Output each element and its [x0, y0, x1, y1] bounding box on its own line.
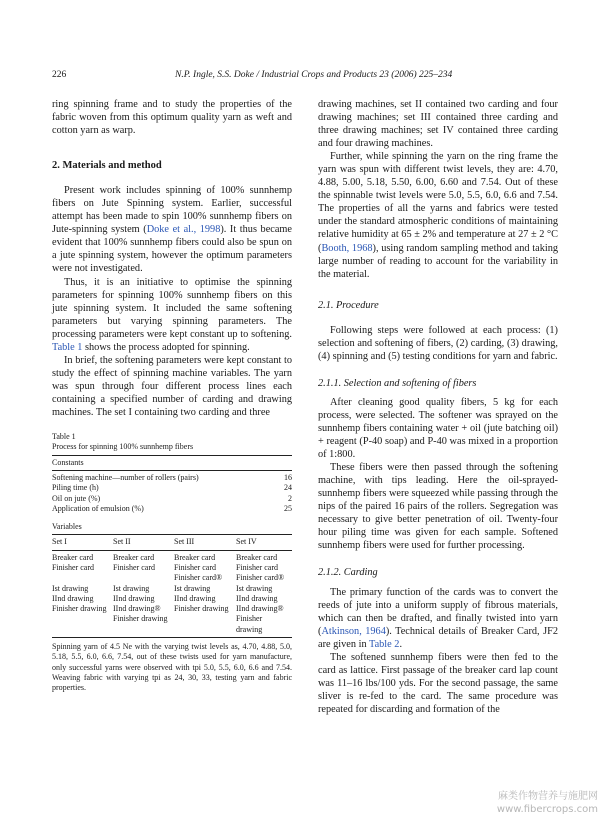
constant-row: Oil on jute (%) 2 — [52, 493, 292, 503]
table-label: Table 1 — [52, 432, 76, 442]
set-rows: Breaker card Breaker card Breaker card Breaker card Finisher card Finisher card Finisher card Finisher card Finisher card® Finisher card® Ist drawing Ist drawing Ist drawing Ist drawing IInd drawing IInd drawing IInd drawing IInd drawing Finisher drawing IInd drawing® Finisher drawing IInd drawing® Finisher drawing Finisher drawing — [52, 552, 285, 634]
paragraph-softening: These fibers were then passed through the softening machine, with tips leading. Here the oil-sprayed-sunnhemp fibers were squeezed while passing through the nips of the paired 16 pairs of the rollers. Segregation was necessary to give better penetration of oil. Twenty-four hour piling time was given for each sample. Softened sunnhemp fibers were used for further processing. — [318, 462, 558, 552]
paragraph-carding: The primary function of the cards was to convert the reeds of jute into a uniform supply of fibrous materials, which can then be drafted, and finally twisted into yarn (Atkinson, 1964). Technical details of Breaker Card, JF2 are given in Table 2. — [318, 586, 558, 650]
subsubsection-heading: 2.1.2. Carding — [318, 567, 378, 579]
intro-paragraph: ring spinning frame and to study the properties of the fabric woven from this optimum quality yarn as weft and cotton yarn as warp. — [52, 99, 292, 137]
constant-row: Application of emulsion (%) 25 — [52, 503, 292, 513]
paragraph-selection: After cleaning good quality fibers, 5 kg for each process, were selected. The softener was sprayed on the sunnhemp fibers containing water + oil (jute batching oil) + reagent (P-40 soap) and P-40 was mixed in a proportion of 1:800. — [318, 396, 558, 461]
table-rule — [52, 534, 292, 535]
subsection-heading: 2.1. Procedure — [318, 299, 379, 311]
table-link[interactable]: Table 2 — [369, 638, 400, 650]
set-header-row: Set I Set II Set III Set IV — [52, 537, 257, 547]
paragraph-2: Thus, it is an initiative to optimise the spinning parameters for spinning 100% sunnhemp fibers on this jute spinning system. It included the same softening parameters but varying spinning parameters. The processing parameters were kept constant up to softening. Table 1 shows the process adopted for spinning. — [52, 276, 292, 353]
left-column — [52, 98, 292, 694]
constants-heading: Constants — [52, 457, 84, 467]
constant-row: Softening machine—number of rollers (pairs) 16 — [52, 472, 292, 482]
citation-link[interactable]: Booth, 1968 — [321, 242, 373, 254]
constant-row: Piling time (h) 24 — [52, 483, 292, 493]
paragraph-twist: Further, while spinning the yarn on the ring frame the yarn was spun with different twist levels, they are: 4.70, 4.88, 5.00, 5.18, 5.50, 6.00, 6.60 and 7.54. Out of these the spinnable twist levels were 5.0, 5.5, 6.0, 6.6 and 7.54. The properties of all the yarns and fabrics were tested under the standard atmospheric conditions of maintaining relative humidity at 65 ± 2% and temperature at 27 ± 2 °C (Booth, 1968), using random sampling method and taking large number of reading to account for the variability in the material. — [318, 151, 558, 280]
right-column — [318, 98, 558, 716]
table-rule — [52, 470, 292, 471]
variables-heading: Variables — [52, 522, 82, 532]
running-head: N.P. Ingle, S.S. Doke / Industrial Crops and Products 23 (2006) 225–234 — [175, 70, 453, 80]
citation-link[interactable]: Doke et al., 1998 — [146, 224, 221, 236]
subsubsection-heading: 2.1.1. Selection and softening of fibers — [318, 377, 477, 389]
table-rule — [52, 550, 292, 551]
citation-link[interactable]: Atkinson, 1964 — [321, 625, 386, 637]
paragraph-procedure: Following steps were followed at each process: (1) selection and softening of fibers, (2) carding, (3) drawing, (4) spinning and (5) testing conditions for yarn and fabric. — [318, 324, 558, 362]
paragraph-lattice: The softened sunnhemp fibers were then fed to the card as lattice. First passage of the breaker card lap count was 11–16 lbs/100 yds. For the second passage, the same sliver is re-fed to the card. The same procedure was repeated for discarding and formation of the — [318, 651, 558, 715]
table-rule — [52, 637, 292, 638]
table-note: Spinning yarn of 4.5 Ne with the varying twist levels as, 4.70, 4.88, 5.0, 5.18, 5.5, 6.0, 6.6, 7.54, out of these twists used for yarn manufacture, only successful yarns were observed with tpi 5.0, 5.5, 6.0, 6.6 and 7.54. Weaving fabric with varying tpi as 24, 30, 33, testing yarn and fabric properties. — [52, 642, 292, 693]
page-header — [0, 70, 606, 86]
table-rule — [52, 455, 292, 456]
paragraph-continued: drawing machines, set II contained two carding and four drawing machines; set III contained three carding and three drawing machines; set IV contained three carding and four drawing machines. — [318, 99, 558, 150]
watermark: 麻类作物营养与施肥网 www.fibercrops.com — [496, 791, 598, 815]
paragraph-1: Present work includes spinning of 100% sunnhemp fibers on Jute Spinning system. Earlier, successful attempt has been made to spin 100% sunnhemp fibers on Jute-spinning system (Doke et al., 1998). It thus became evident that 100% sunnhemp fibers could also be spun on a jute spinning system, however the optimum parameters were not investigated. — [52, 185, 292, 275]
table-caption: Process for spinning 100% sunnhemp fibers — [52, 442, 194, 452]
table-link[interactable]: Table 1 — [52, 341, 83, 353]
paragraph-3: In brief, the softening parameters were kept constant to study the effect of spinning machine variables. The yarn was spun through four different process lines each containing a specified number of carding and drawing machines. The set I containing two carding and three — [52, 354, 292, 418]
section-heading: 2. Materials and method — [52, 160, 162, 172]
table-1 — [52, 432, 292, 694]
page-number: 226 — [52, 70, 67, 80]
